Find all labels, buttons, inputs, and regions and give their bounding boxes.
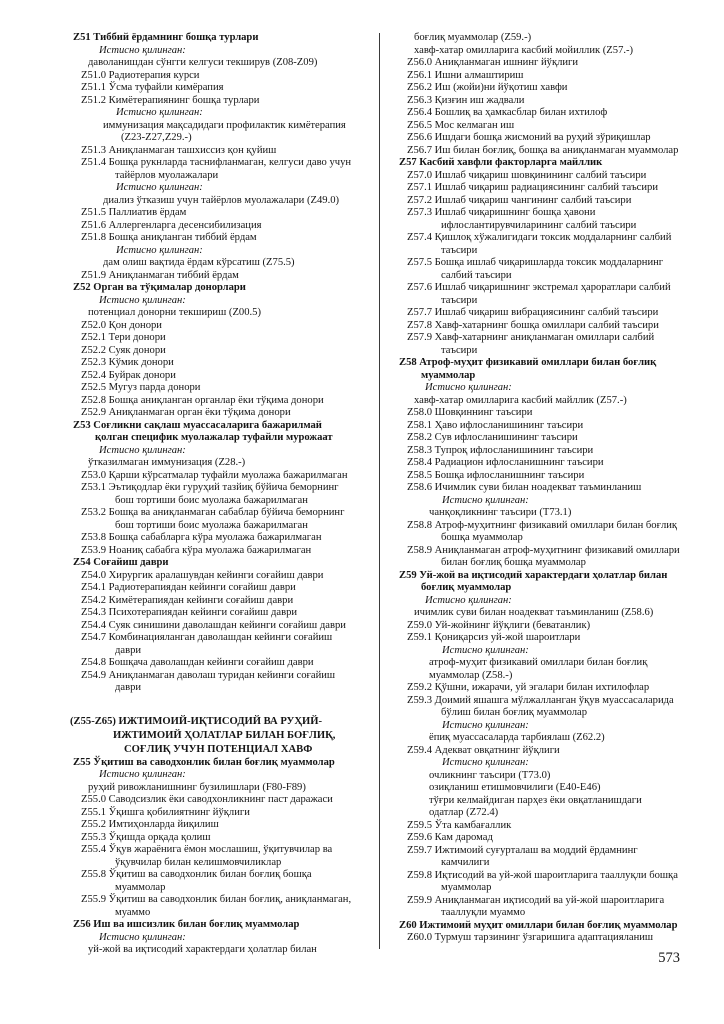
doc-line: Z59.9 Аниқланмаган иқтисодий ва уй-жой шароитларига — [407, 894, 665, 906]
doc-line: Z59.3 Доимий яшашга мўлжалланган ўқув муассасаларида — [407, 694, 674, 706]
doc-line: ўқувчилар билан келишмовчиликлар — [115, 856, 282, 868]
doc-line: Z52.9 Аниқланмаган орган ёки тўқима донори — [81, 407, 291, 418]
doc-line: Z58.0 Шовқиннинг таъсири — [407, 407, 533, 418]
doc-line: Z59.7 Ижтимоий суғурталаш ва моддий ёрдамнинг — [407, 844, 638, 856]
doc-line: бош тортиши боис муолажа бажарилмаган — [115, 494, 308, 506]
doc-line: Истисно қилинган: — [442, 644, 529, 656]
doc-line: Z59.5 Ўта камбағаллик — [407, 819, 512, 831]
doc-line: Z57 Касбий хавфли факторларга майллик — [399, 157, 603, 168]
doc-line: одатлар (Z72.4) — [429, 807, 499, 818]
doc-line: таъсири — [441, 344, 478, 356]
doc-line: Z59.2 Қўшни, ижарачи, уй эгалари билан ихтилофлар — [407, 682, 650, 693]
page-number: 573 — [658, 950, 680, 966]
doc-line: Z58 Атроф-муҳит физикавий омиллари билан боғлиқ — [399, 357, 657, 368]
doc-line: Z56.0 Аниқланмаган ишнинг йўқлиги — [407, 57, 579, 68]
doc-line: Z60 Ижтимоий муҳит омиллари билан боғлиқ муаммолар — [399, 919, 678, 931]
doc-line: Z59.8 Иқтисодий ва уй-жой шароитларига тааллуқли бошқа — [407, 869, 678, 881]
doc-line: муаммо — [115, 906, 151, 918]
doc-line: Z55.2 Имтиҳонларда йиқилиш — [81, 819, 219, 830]
doc-line: Z56.6 Ишдаги бошқа жисмоний ва руҳий зўриқишлар — [407, 132, 651, 143]
doc-line: уй-жой ва иқтисодий характердаги ҳолатлар билан — [88, 944, 317, 955]
doc-line: (Z23-Z27,Z29.-) — [121, 132, 192, 143]
doc-line: муаммолар — [115, 881, 166, 893]
doc-line: Z56.5 Мос келмаган иш — [407, 119, 515, 131]
doc-line: Z51.6 Аллергенларга десенсибилизация — [81, 219, 262, 231]
doc-line: Z56.1 Ишни алмаштириш — [407, 69, 524, 81]
doc-line: Истисно қилинган: — [99, 44, 186, 56]
doc-line: Z53.9 Ноаниқ сабабга кўра муолажа бажарилмаган — [81, 544, 312, 556]
doc-line: Z56.2 Иш (жойи)ни йўқотиш хавфи — [407, 82, 568, 93]
doc-line: бошқа муаммолар — [441, 532, 523, 543]
doc-line: даври — [115, 644, 142, 656]
doc-line: Z53.1 Эътиқодлар ёки гуруҳий тазйиқ бўйича беморнинг — [81, 482, 339, 493]
doc-line: Z58.3 Тупроқ ифлосланишининг таъсири — [407, 444, 594, 456]
doc-line: Z57.4 Қишлоқ хўжалигидаги токсик моддаларнинг салбий — [407, 232, 672, 243]
doc-line: Z55.1 Ўқишга қобилиятнинг йўқлиги — [81, 806, 250, 818]
doc-line: Z51.9 Аниқланмаган тиббий ёрдам — [81, 269, 239, 281]
two-column-layout — [58, 32, 702, 957]
doc-line: Истисно қилинган: — [442, 757, 529, 768]
doc-line: Истисно қилинган: — [99, 294, 186, 306]
doc-line: Z53.8 Бошқа сабабларга кўра муолажа бажарилмаган — [81, 532, 322, 543]
doc-line: қолган специфик муолажалар туфайли мурожаат — [95, 432, 333, 443]
doc-line: Z54.0 Хирургик аралашувдан кейинги соғайиш даври — [81, 569, 324, 581]
doc-line: Z55.3 Ўқишда орқада қолиш — [81, 831, 211, 843]
doc-line: Z54.1 Радиотерапиядан кейинги соғайиш даври — [81, 582, 296, 593]
doc-line: руҳий ривожланишнинг бузилишлари (F80-F89) — [88, 781, 306, 793]
doc-line: Z59.6 Кам даромад — [407, 832, 493, 843]
doc-line: ўтказилмаган иммунизация (Z28.-) — [88, 457, 246, 468]
doc-line: Z55.4 Ўқув жараёнига ёмон мослашиш, ўқитувчилар ва — [81, 844, 333, 855]
left-column — [58, 32, 376, 957]
doc-line: муаммолар — [441, 882, 492, 893]
doc-line: Истисно қилинган: — [442, 494, 529, 506]
doc-line: билан боғлиқ бошқа муаммолар — [441, 557, 586, 568]
doc-line: Z54.7 Комбинацияланган даволашдан кейинги соғайиш — [81, 632, 333, 643]
doc-line: Z58.5 Бошқа ифлосланишнинг таъсири — [407, 469, 585, 481]
doc-line: иммунизация мақсадидаги профилактик кимётерапия — [103, 119, 346, 131]
doc-line: Z59.4 Адекват овқатнинг йўқлиги — [407, 744, 560, 756]
doc-line: бўлиш билан боғлиқ муаммолар — [441, 707, 588, 718]
doc-line: Истисно қилинган: — [425, 382, 512, 393]
doc-line: Z53.2 Бошқа ва аниқланмаган сабаблар бўйича беморнинг — [81, 507, 345, 518]
right-column — [384, 32, 702, 945]
doc-line: чанқоқликнинг таъсири (Т73.1) — [429, 507, 572, 518]
doc-line: даври — [115, 682, 142, 693]
doc-line: Z51.1 Ўсма туфайли кимёрапия — [81, 82, 224, 93]
doc-line: Z57.9 Хавф-хатарнинг аниқланмаган омиллари салбий — [407, 332, 655, 343]
doc-line: Z57.2 Ишлаб чиқариш чангининг салбий таъсири — [407, 194, 632, 206]
doc-line: Истисно қилинган: — [116, 244, 203, 256]
doc-line: Z53 Соғликни сақлаш муассасаларига бажарилмай — [73, 419, 322, 431]
doc-line: Z57.7 Ишлаб чиқариш вибрациясининг салбий таъсири — [407, 307, 659, 318]
doc-line: Z55.0 Саводсизлик ёки саводхонликнинг паст даражаси — [81, 794, 333, 805]
doc-line: дам олиш вақтида ёрдам кўрсатиш (Z75.5) — [103, 257, 295, 268]
doc-line: таъсири — [441, 294, 478, 306]
doc-line: потенциал донорни текшириш (Z00.5) — [88, 307, 261, 318]
doc-line: камчилиги — [441, 857, 490, 868]
doc-line: ёпиқ муассасаларда тарбиялаш (Z62.2) — [429, 732, 605, 743]
doc-line: тўғри келмайдиган парҳез ёки овқатланишдаги — [429, 794, 642, 806]
doc-line: Z57.1 Ишлаб чиқариш радиациясининг салбий таъсири — [407, 182, 659, 193]
doc-line: тайёрлов муолажалари — [115, 169, 219, 181]
doc-line: ифлослантирувчиларининг салбий таъсири — [441, 219, 637, 231]
doc-line: Z58.9 Аниқланмаган атроф-муҳитнинг физикавий омиллари — [407, 544, 680, 556]
doc-line: Z54.2 Кимётерапиядан кейинги соғайиш даври — [81, 594, 294, 606]
doc-line: тааллуқли муаммо — [441, 907, 526, 918]
doc-line: Z52.4 Буйрак донори — [81, 369, 176, 381]
doc-line: Z59.1 Қониқарсиз уй-жой шароитлари — [407, 632, 581, 643]
doc-line: Z58.8 Атроф-муҳитнинг физикавий омиллари билан боғлиқ — [407, 519, 678, 531]
doc-line: Z53.0 Қарши кўрсатмалар туфайли муолажа бажарилмаган — [81, 469, 348, 481]
doc-line: Z54.8 Бошқача даволашдан кейинги соғайиш даври — [81, 657, 314, 668]
doc-line: Z55 Ўқитиш ва саводхонлик билан боғлиқ муаммолар — [73, 756, 335, 768]
doc-line: Z57.0 Ишлаб чиқариш шовқинининг салбий таъсири — [407, 169, 647, 181]
doc-line: диализ ўтказиш учун тайёрлов муолажалари (Z49.0) — [103, 194, 340, 206]
doc-line: салбий таъсири — [441, 269, 512, 281]
column-divider — [379, 33, 380, 949]
doc-line: даволанишдан сўнгги келгуси текширув (Z08-Z09) — [88, 57, 318, 68]
doc-line: Z52.2 Суяк донори — [81, 344, 166, 356]
doc-line: боғлиқ муаммолар — [421, 582, 512, 593]
doc-line: Z52.8 Бошқа аниқланган органлар ёки тўқима донори — [81, 394, 324, 406]
doc-line: очликнинг таъсири (Т73.0) — [429, 769, 551, 781]
doc-line: Z52.0 Қон донори — [81, 319, 162, 331]
doc-line: Z56.4 Бошлиқ ва ҳамкасблар билан ихтилоф — [407, 107, 608, 118]
doc-line: Z55.8 Ўқитиш ва саводхонлик билан боғлиқ бошқа — [81, 869, 312, 880]
doc-line: бош тортиши боис муолажа бажарилмаган — [115, 519, 308, 531]
doc-line: Z56.3 Қизғин иш жадвали — [407, 94, 525, 106]
spacer — [58, 695, 376, 715]
doc-line: СОҒЛИҚ УЧУН ПОТЕНЦИАЛ ХАВФ — [124, 743, 313, 755]
doc-line: хавф-хатар омилларига касбий мойиллик (Z57.-) — [414, 44, 634, 56]
doc-line: Z54 Соғайиш даври — [73, 557, 169, 568]
doc-line: Z51 Тиббий ёрдамнинг бошқа турлари — [73, 32, 259, 43]
doc-line: муаммолар (Z58.-) — [429, 669, 513, 681]
doc-line: Z54.9 Аниқланмаган даволаш туридан кейинги соғайиш — [81, 669, 336, 681]
doc-line: Z57.3 Ишлаб чиқаришнинг бошқа ҳавони — [407, 207, 596, 218]
doc-line: Z56 Иш ва ишсизлик билан боғлиқ муаммолар — [73, 919, 300, 930]
doc-line: Z55.9 Ўқитиш ва саводхонлик билан боғлиқ, аниқланмаган, — [81, 894, 352, 905]
doc-line: Z58.4 Радиацион ифлосланишнинг таъсири — [407, 457, 604, 468]
doc-line: Z52.5 Мугуз парда донори — [81, 382, 201, 393]
doc-line: Z51.5 Паллиатив ёрдам — [81, 207, 187, 218]
doc-line: Истисно қилинган: — [99, 769, 186, 780]
doc-line: Z57.6 Ишлаб чиқаришнинг экстремал ҳароратлари салбий — [407, 282, 671, 293]
doc-line: Z56.7 Иш билан боғлиқ, бошқа ва аниқланмаган муаммолар — [407, 144, 679, 156]
doc-line: Истисно қилинган: — [442, 719, 529, 731]
doc-line: ИЖТИМОИЙ ҲОЛАТЛАР БИЛАН БОҒЛИҚ, — [113, 729, 336, 741]
doc-line: хавф-хатар омилларига касбий майллик (Z57.-) — [414, 394, 627, 406]
doc-line: Z60.0 Турмуш тарзининг ўзгаришига адаптацияланиш — [407, 932, 654, 943]
doc-line: Z52.3 Кўмик донори — [81, 357, 174, 368]
doc-line: Z52 Орган ва тўқималар донорлари — [73, 282, 246, 293]
doc-line: Z57.8 Хавф-хатарнинг бошқа омиллари салбий таъсири — [407, 319, 659, 331]
doc-line: Z54.4 Суяк синишини даволашдан кейинги соғайиш даври — [81, 619, 346, 631]
doc-line: Z51.0 Радиотерапия курси — [81, 69, 200, 81]
doc-line: Z58.1 Ҳаво ифлосланишининг таъсири — [407, 419, 584, 431]
doc-line: Истисно қилинган: — [116, 182, 203, 193]
doc-line: Z57.5 Бошқа ишлаб чиқаришларда токсик моддаларнинг — [407, 257, 664, 268]
doc-line: (Z55-Z65) ИЖТИМОИЙ-ИҚТИСОДИЙ ВА РУҲИЙ- — [70, 715, 322, 727]
doc-line: Истисно қилинган: — [99, 931, 186, 943]
doc-line: Истисно қилинган: — [425, 594, 512, 606]
doc-line: таъсири — [441, 244, 478, 256]
doc-line: Z58.6 Ичимлик суви билан ноадекват таъминланиш — [407, 482, 642, 493]
doc-line: ичимлик суви билан ноадекват таъминланиш (Z58.6) — [414, 607, 654, 618]
doc-line: муаммолар — [421, 369, 476, 381]
doc-line: Истисно қилинган: — [99, 444, 186, 456]
doc-line: Z52.1 Тери донори — [81, 332, 166, 343]
doc-line: Z51.3 Аниқланмаган ташхиссиз қон қуйиш — [81, 144, 277, 156]
doc-line: Z58.2 Сув ифлосланишининг таъсири — [407, 432, 578, 443]
doc-line: Z51.4 Бошқа рукнларда таснифланмаган, келгуси даво учун — [81, 157, 352, 168]
doc-line: Z59 Уй-жой ва иқтисодий характердаги ҳолатлар билан — [399, 569, 668, 581]
doc-line: Z51.2 Кимётерапиянинг бошқа турлари — [81, 94, 260, 106]
doc-line: Истисно қилинган: — [116, 107, 203, 118]
doc-line: Z59.0 Уй-жойнинг йўқлиги (беватанлик) — [407, 619, 591, 631]
doc-line: озиқланиш етишмовчилиги (Е40-Е46) — [429, 782, 601, 793]
doc-line: боғлиқ муаммолар (Z59.-) — [414, 32, 532, 43]
doc-line: Z54.3 Психотерапиядан кейинги соғайиш даври — [81, 607, 298, 618]
doc-line: Z51.8 Бошқа аниқланган тиббий ёрдам — [81, 232, 257, 243]
doc-line: атроф-муҳит физикавий омиллари билан боғлиқ — [429, 657, 648, 668]
